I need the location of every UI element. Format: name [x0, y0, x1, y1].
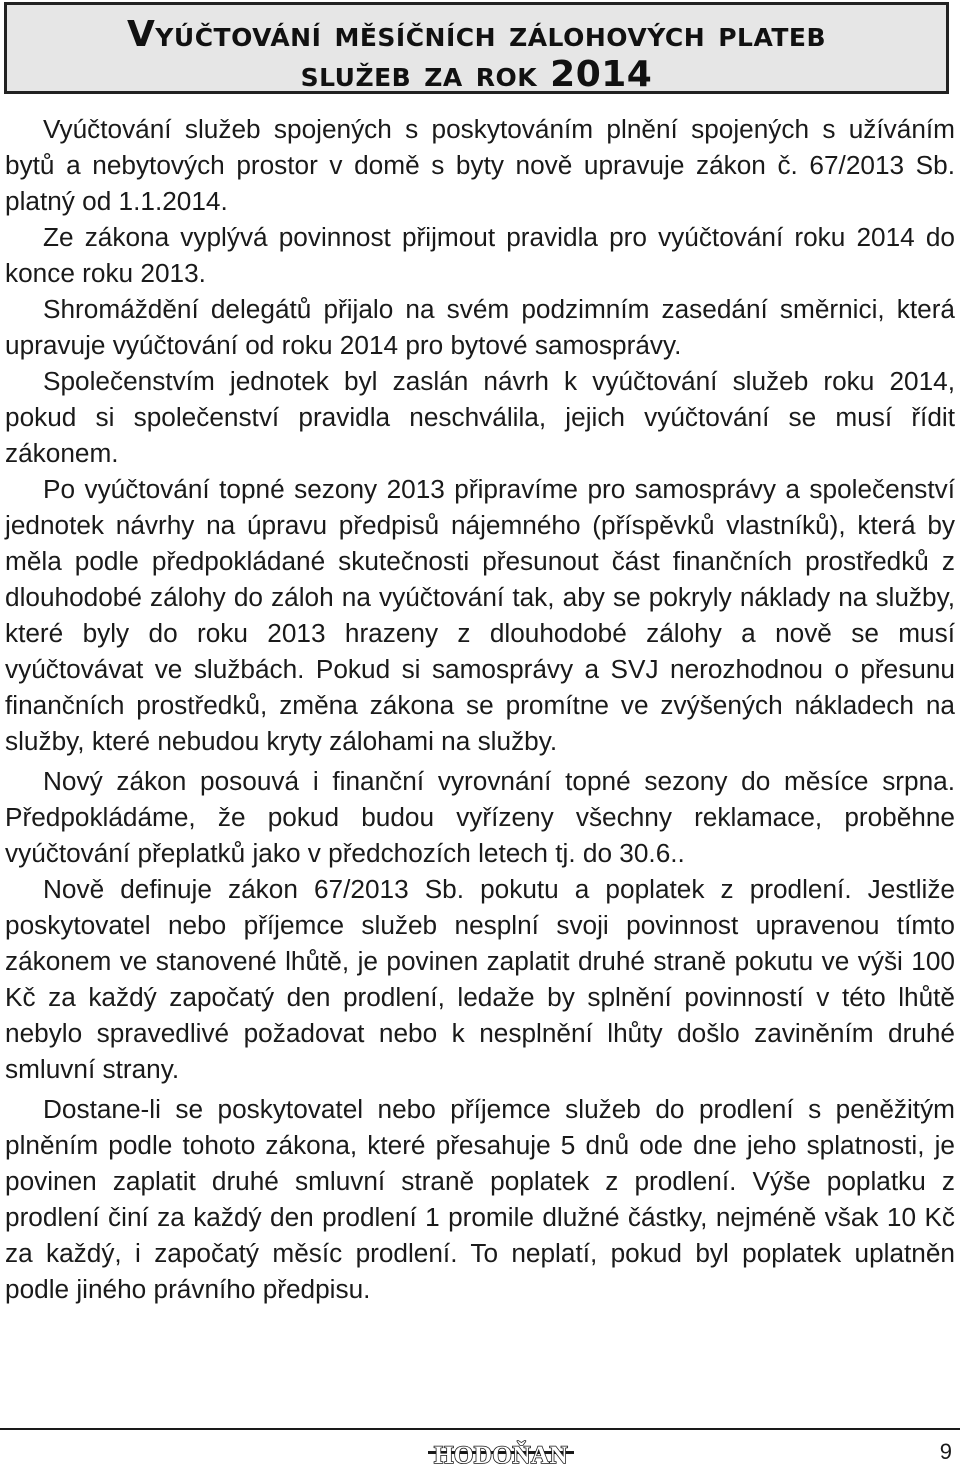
article-title: [7, 5, 946, 95]
paragraph-7: Nově definuje zákon 67/2013 Sb. pokutu a poplatek z prodlení. Jestliže poskytovatel nebo příjemce služeb nesplní svoji povinnost upravenou tímto zákonem ve stanovené lhůtě, je povinen zaplatit druhé straně pokutu ve výši 100 Kč za každý započatý den prodlení, ledaže by splnění povinností v této lhůtě nebylo spravedlivé požadovat nebo k nesplnění lhůty došlo zaviněním druhé smluvní strany.: [5, 874, 955, 1084]
article-title-line-2: služeb za rok 2014: [300, 54, 653, 95]
paragraph-5: Po vyúčtování topné sezony 2013 připravíme pro samosprávy a společenství jednotek návrhy na úpravu předpisů nájemného (příspěvků vlastníků), která by měla podle předpokládané skutečnosti přesunout část finančních prostředků z dlouhodobé zálohy do záloh na vyúčtování tak, aby se pokryly náklady na služby, které byly do roku 2013 hrazeny z dlouhodobé zálohy a nově se musí vyúčtovávat ve službách. Pokud si samosprávy a SVJ nerozhodnou o přesunu finančních prostředků, změna zákona se promítne ve zvýšených nákladech na služby, které nebudou kryty zálohami na služby.: [5, 474, 955, 756]
paragraph-6: Nový zákon posouvá i finanční vyrovnání topné sezony do měsíce srpna. Předpokládáme, že pokud budou vyřízeny všechny reklamace, proběhne vyúčtování přeplatků jako v předchozích letech tj. do 30.6..: [5, 766, 955, 868]
article-body: [5, 111, 955, 1307]
article-title-line-1: Vyúčtování měsíčních zálohových plateb: [126, 14, 827, 55]
paragraph-4: Společenstvím jednotek byl zaslán návrh k vyúčtování služeb roku 2014, pokud si společenství pravidla neschválila, jejich vyúčtování se musí řídit zákonem.: [5, 366, 955, 468]
page-number: 9: [939, 1439, 952, 1464]
paragraph-2: Ze zákona vyplývá povinnost přijmout pravidla pro vyúčtování roku 2014 do konce roku 2013.: [5, 222, 955, 288]
hodonan-logo: [428, 1438, 574, 1468]
paragraph-1: Vyúčtování služeb spojených s poskytováním plnění spojených s užíváním bytů a nebytových prostor v domě s byty nově upravuje zákon č. 67/2013 Sb. platný od 1.1.2014.: [5, 114, 955, 216]
article-header-box: [4, 2, 949, 94]
footer-divider: [0, 1428, 960, 1430]
paragraph-3: Shromáždění delegátů přijalo na svém podzimním zasedání směrnici, která upravuje vyúčtování od roku 2014 pro bytové samosprávy.: [5, 294, 955, 360]
paragraph-8: Dostane-li se poskytovatel nebo příjemce služeb do prodlení s peněžitým plněním podle tohoto zákona, které přesahuje 5 dnů ode dne jeho splatnosti, je povinen zaplatit druhé smluvní straně poplatek z prodlení. Výše poplatku z prodlení činí za každý den prodlení 1 promile dlužné částky, nejméně však 10 Kč za každý, i započatý měsíc prodlení. To neplatí, pokud byl poplatek uplatněn podle jiného právního předpisu.: [5, 1094, 955, 1304]
logo-text: HODOŇAN: [433, 1442, 569, 1468]
